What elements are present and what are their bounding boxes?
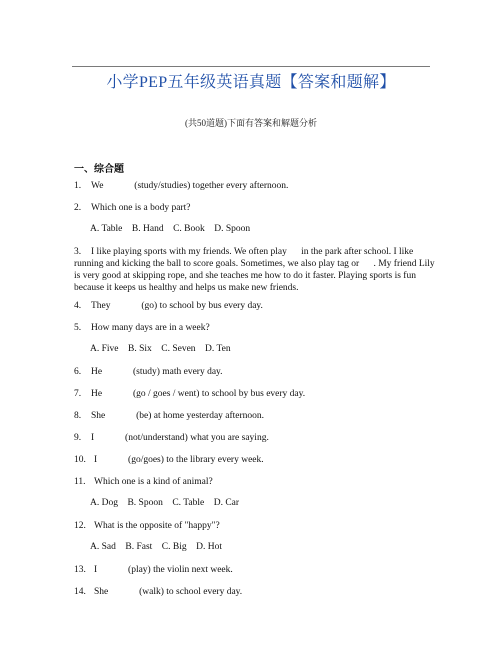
question-5 (74, 322, 434, 334)
question-13 (74, 564, 434, 576)
question-number: 5. (74, 323, 82, 333)
header-rule (72, 66, 430, 67)
page-subtitle: (共50道题)下面有答案和解题分析 (185, 118, 317, 128)
question-3 (74, 246, 436, 294)
question-text: How many days are in a week? (91, 323, 210, 333)
question-number: 8. (74, 411, 82, 421)
question-text: What is the opposite of "happy"? (94, 521, 220, 531)
question-number: 7. (74, 389, 82, 399)
question-number: 12. (74, 521, 86, 531)
question-text: Which one is a body part? (91, 203, 191, 213)
question-number: 2. (74, 203, 82, 213)
question-text: They (go) to school by bus every day. (91, 301, 263, 311)
question-8 (74, 410, 434, 422)
question-number: 11. (74, 477, 86, 487)
question-9 (74, 432, 434, 444)
question-12 (74, 520, 434, 532)
question-options: A. Sad B. Fast C. Big D. Hot (90, 542, 222, 552)
section-heading: 一、综合题 (74, 164, 124, 175)
question-6 (74, 366, 434, 378)
question-text: I like playing sports with my friends. We often play in the park after school. I like running and kicking the ball to score goals. Sometimes, we also play tag or . My friend Lily is very good at skipping rope, and she teaches me how to do it faster. Playing sports is fun because it keeps us healthy and helps us make new friends. (74, 247, 438, 293)
question-text: She (walk) to school every day. (94, 587, 243, 597)
page-title: 小学PEP五年级英语真题【答案和题解】 (106, 74, 396, 91)
question-4 (74, 300, 434, 312)
question-text: I (go/goes) to the library every week. (94, 455, 264, 465)
question-10 (74, 454, 434, 466)
question-number: 14. (74, 587, 86, 597)
question-11 (74, 476, 434, 488)
question-number: 4. (74, 301, 82, 311)
question-number: 13. (74, 565, 86, 575)
question-number: 3. (74, 247, 82, 257)
question-text: We (study/studies) together every afternoon. (91, 181, 289, 191)
question-number: 10. (74, 455, 86, 465)
question-number: 9. (74, 433, 82, 443)
question-text: She (be) at home yesterday afternoon. (91, 411, 265, 421)
question-options: A. Table B. Hand C. Book D. Spoon (90, 224, 251, 234)
question-7 (74, 388, 434, 400)
question-14 (74, 586, 434, 598)
question-number: 1. (74, 181, 82, 191)
question-text: I (not/understand) what you are saying. (91, 433, 269, 443)
question-options: A. Five B. Six C. Seven D. Ten (90, 344, 231, 354)
question-text: He (study) math every day. (91, 367, 223, 377)
question-2 (74, 202, 434, 214)
question-text: Which one is a kind of animal? (94, 477, 213, 487)
question-number: 6. (74, 367, 82, 377)
question-1 (74, 180, 434, 192)
question-text: I (play) the violin next week. (94, 565, 233, 575)
question-text: He (go / goes / went) to school by bus every day. (91, 389, 306, 399)
question-options: A. Dog B. Spoon C. Table D. Car (90, 498, 240, 508)
